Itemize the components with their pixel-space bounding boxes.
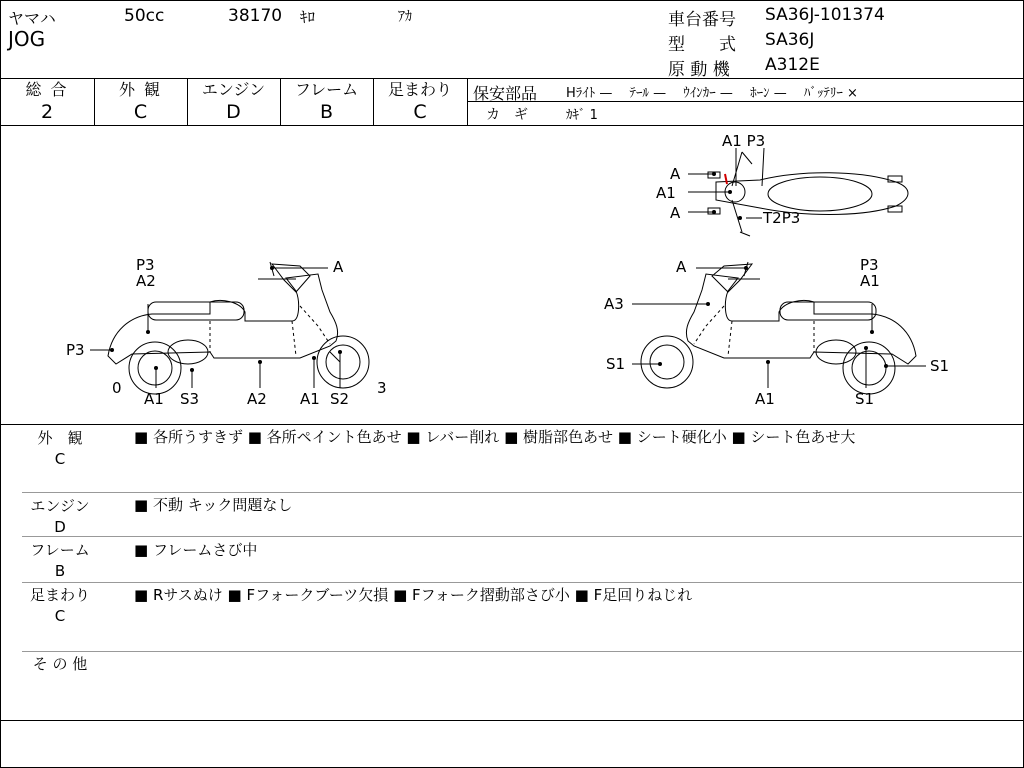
- label-left-0: 0: [112, 379, 122, 397]
- section-exterior-text: ■ 各所うすきず ■ 各所ペイント色あせ ■ レバー削れ ■ 樹脂部色あせ ■ シート硬化小 ■ シート色あせ大: [134, 428, 856, 446]
- label-top-a1: A1: [656, 184, 676, 202]
- red-mark: [725, 174, 727, 184]
- divider: [22, 536, 1022, 537]
- grade-label: 総 合: [25, 80, 69, 99]
- frame-no-label: 車台番号: [668, 10, 736, 30]
- divider: [0, 720, 1024, 721]
- grade-value: C: [133, 101, 148, 123]
- safety-items: Hﾗｲﾄ — ﾃｰﾙ — ｳｲﾝｶｰ — ﾎｰﾝ — ﾊﾞｯﾃﾘｰ ×: [566, 86, 858, 101]
- leader-lines: [90, 148, 926, 388]
- label-left-a2b: A2: [247, 390, 267, 408]
- label-left-a: A: [333, 258, 344, 276]
- label-top-a: A: [670, 165, 681, 183]
- divider: [467, 101, 1024, 102]
- label-right-a: A: [676, 258, 687, 276]
- section-frame-text: ■ フレームさび中: [134, 541, 258, 559]
- damage-diagram: [0, 126, 1024, 424]
- divider: [22, 582, 1022, 583]
- label-right-s1: S1: [606, 355, 626, 373]
- color: ｱｶ: [398, 9, 412, 25]
- label-left-a2: A2: [136, 272, 156, 290]
- section-title: フレーム: [30, 541, 90, 559]
- label-top-t2p3: T2P3: [763, 209, 801, 227]
- grade-label: フレーム: [294, 80, 359, 99]
- type-label: 型 式: [668, 35, 736, 55]
- label-right-p3: P3: [860, 256, 879, 274]
- section-grade: D: [54, 518, 66, 536]
- grade-value: D: [226, 101, 241, 123]
- key-label: カ ギ: [486, 107, 528, 123]
- safety-label: 保安部品: [473, 84, 538, 103]
- section-suspension-text: ■ Rサスぬけ ■ Fフォークブーツ欠損 ■ Fフォーク摺動部さび小 ■ F足回りねじれ: [134, 586, 693, 604]
- label-right-s1c: S1: [855, 390, 875, 408]
- section-frame-label: [22, 540, 98, 582]
- label-right-a1: A1: [755, 390, 775, 408]
- section-title: 足まわり: [29, 586, 90, 604]
- maker: ヤマハ: [8, 9, 56, 28]
- type-value: SA36J: [765, 30, 815, 50]
- label-top-a1p3: A1 P3: [722, 132, 766, 150]
- section-grade: C: [54, 450, 66, 468]
- grade-label: 足まわり: [387, 80, 452, 99]
- label-left-s3: S3: [180, 390, 200, 408]
- section-engine-text: ■ 不動 キック問題なし: [134, 496, 293, 514]
- scooter-top-view: [708, 152, 908, 236]
- divider: [22, 651, 1022, 652]
- label-left-a1: A1: [144, 390, 164, 408]
- divider: [467, 78, 468, 125]
- key-value: ｶｷﾞ 1: [566, 108, 598, 123]
- divider: [22, 492, 1022, 493]
- grade-value: C: [413, 101, 427, 123]
- engine-label: 原 動 機: [668, 60, 730, 80]
- section-suspension-label: [22, 585, 98, 627]
- section-engine-label: [22, 496, 98, 538]
- mileage-unit: ｷﾛ: [300, 8, 316, 26]
- section-other-label: [22, 654, 98, 675]
- section-title: そ の 他: [32, 655, 88, 673]
- label-right-a3: A3: [604, 295, 624, 313]
- grade-engine: [187, 80, 280, 125]
- divider: [0, 78, 1024, 79]
- engine-value: A312E: [765, 55, 820, 75]
- section-grade: C: [54, 607, 66, 625]
- grade-value: 2: [40, 101, 54, 123]
- label-right-s1b: S1: [930, 357, 950, 375]
- grade-label: 外 観: [118, 80, 163, 99]
- mileage: 38170: [228, 6, 283, 26]
- label-left-p3b: P3: [66, 341, 85, 359]
- grade-suspension: [373, 80, 467, 125]
- section-grade: B: [54, 562, 66, 580]
- label-top-a2: A: [670, 204, 681, 222]
- label-right-a1b: A1: [860, 272, 880, 290]
- grade-frame: [280, 80, 373, 125]
- model-name: JOG: [8, 27, 46, 51]
- grade-exterior: [94, 80, 187, 125]
- grade-label: エンジン: [201, 80, 266, 99]
- label-left-p3: P3: [136, 256, 155, 274]
- grade-value: B: [319, 101, 334, 123]
- divider: [0, 424, 1024, 425]
- displacement: 50cc: [124, 6, 165, 26]
- section-title: 外 観: [37, 429, 83, 447]
- grade-overall: [0, 80, 94, 125]
- label-left-a1b: A1: [300, 390, 320, 408]
- section-exterior-label: [22, 428, 98, 470]
- frame-no: SA36J-101374: [765, 5, 885, 25]
- label-left-3: 3: [377, 379, 387, 397]
- section-title: エンジン: [30, 497, 90, 515]
- label-left-s2: S2: [330, 390, 350, 408]
